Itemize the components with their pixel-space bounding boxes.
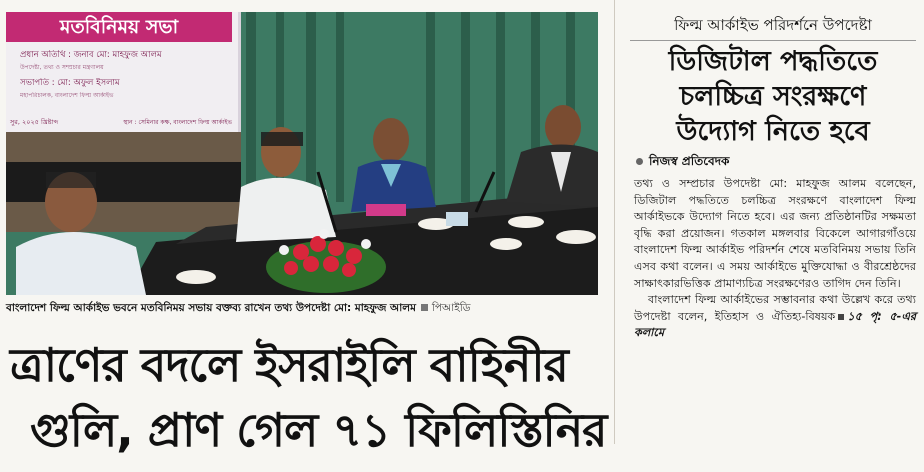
square-bullet-icon bbox=[838, 314, 844, 320]
second-headline-line1: ত্রাণের বদলে ইসরাইলি বাহিনীর bbox=[10, 338, 568, 392]
article-headline bbox=[630, 44, 916, 149]
byline-text: নিজস্ব প্রতিবেদক bbox=[649, 154, 730, 168]
photo-caption bbox=[6, 300, 598, 316]
article-body bbox=[634, 176, 916, 342]
headline-line-2: চলচ্চিত্র সংরক্ষণে bbox=[679, 81, 867, 112]
banner-chief-guest: প্রধান অতিথি : জনাব মো: মাহফুজ আলম bbox=[20, 50, 162, 60]
banner-chair: সভাপতি : মো: অফুল ইসলাম bbox=[20, 78, 120, 88]
banner-venue: স্থান : সেমিনার কক্ষ, বাংলাদেশ ফিল্ম আর্কাইভ bbox=[123, 119, 232, 126]
news-photo bbox=[6, 12, 598, 295]
banner-title: মতবিনিময় সভা bbox=[6, 12, 232, 42]
headline-line-1: ডিজিটাল পদ্ধতিতে bbox=[668, 46, 878, 77]
banner-date: সুর, ২০২৫ খ্রিষ্টাব্দ bbox=[10, 118, 59, 126]
second-headline-line2: গুলি, প্রাণ গেল ৭১ ফিলিস্তিনির bbox=[30, 403, 607, 457]
photo-credit: পিআইডি bbox=[431, 302, 471, 314]
kicker-divider bbox=[630, 40, 916, 41]
column-divider bbox=[614, 0, 615, 444]
square-bullet-icon bbox=[421, 304, 428, 311]
bullet-icon bbox=[636, 158, 643, 165]
paragraph-2-text: বাংলাদেশ ফিল্ম আর্কাইভের সম্ভাবনার কথা উল্লেখ করে তথ্য উপদেষ্টা বলেন, ইতিহাস ও ঐতিহ্য-বিষয়ক bbox=[634, 293, 916, 323]
article-kicker: ফিল্ম আর্কাইভ পরিদর্শনে উপদেষ্টা bbox=[674, 16, 872, 34]
article-paragraph-1: তথ্য ও সম্প্রচার উপদেষ্টা মো: মাহফুজ আলম বলেছেন, ডিজিটাল পদ্ধতিতে চলচ্চিত্র সংরক্ষণে বাংলাদেশ ফিল্ম আর্কাইভকে উদ্যোগ নিতে হবে। এর জন্য প্রতিষ্ঠানটির সক্ষমতা বৃদ্ধি করা প্রয়োজন। গতকাল মঙ্গলবার বিকেলে আগারগাঁওয়ে বাংলাদেশ ফিল্ম আর্কাইভ পরিদর্শন শেষে মতবিনিময় সভায় তিনি এসব কথা বলেন। এ সময় আর্কাইভে মুক্তিযোদ্ধা ও বীরশ্রেষ্ঠদের সাক্ষাৎকারভিত্তিক প্রামাণ্যচিত্র সংরক্ষণেরও তাগিদ দেন তিনি। bbox=[634, 177, 916, 290]
caption-text: বাংলাদেশ ফিল্ম আর্কাইভ ভবনে মতবিনিময় সভায় বক্তব্য রাখেন তথ্য উপদেষ্টা মো: মাহফুজ আলম bbox=[6, 302, 416, 314]
banner-chair-role: মহাপরিচালক, বাংলাদেশ ফিল্ম আর্কাইভ bbox=[20, 92, 114, 99]
event-banner bbox=[6, 12, 241, 132]
article-paragraph-2 bbox=[634, 292, 916, 342]
continuation-text: ১৫ পৃ: ৫-এর কলামে bbox=[634, 309, 916, 340]
article-byline bbox=[636, 153, 729, 173]
article bbox=[630, 0, 916, 444]
headline-line-3: উদ্যোগ নিতে হবে bbox=[676, 116, 870, 147]
banner-chief-guest-role: উপদেষ্টা, তথ্য ও সম্প্রচার মন্ত্রণালয় bbox=[20, 64, 104, 71]
